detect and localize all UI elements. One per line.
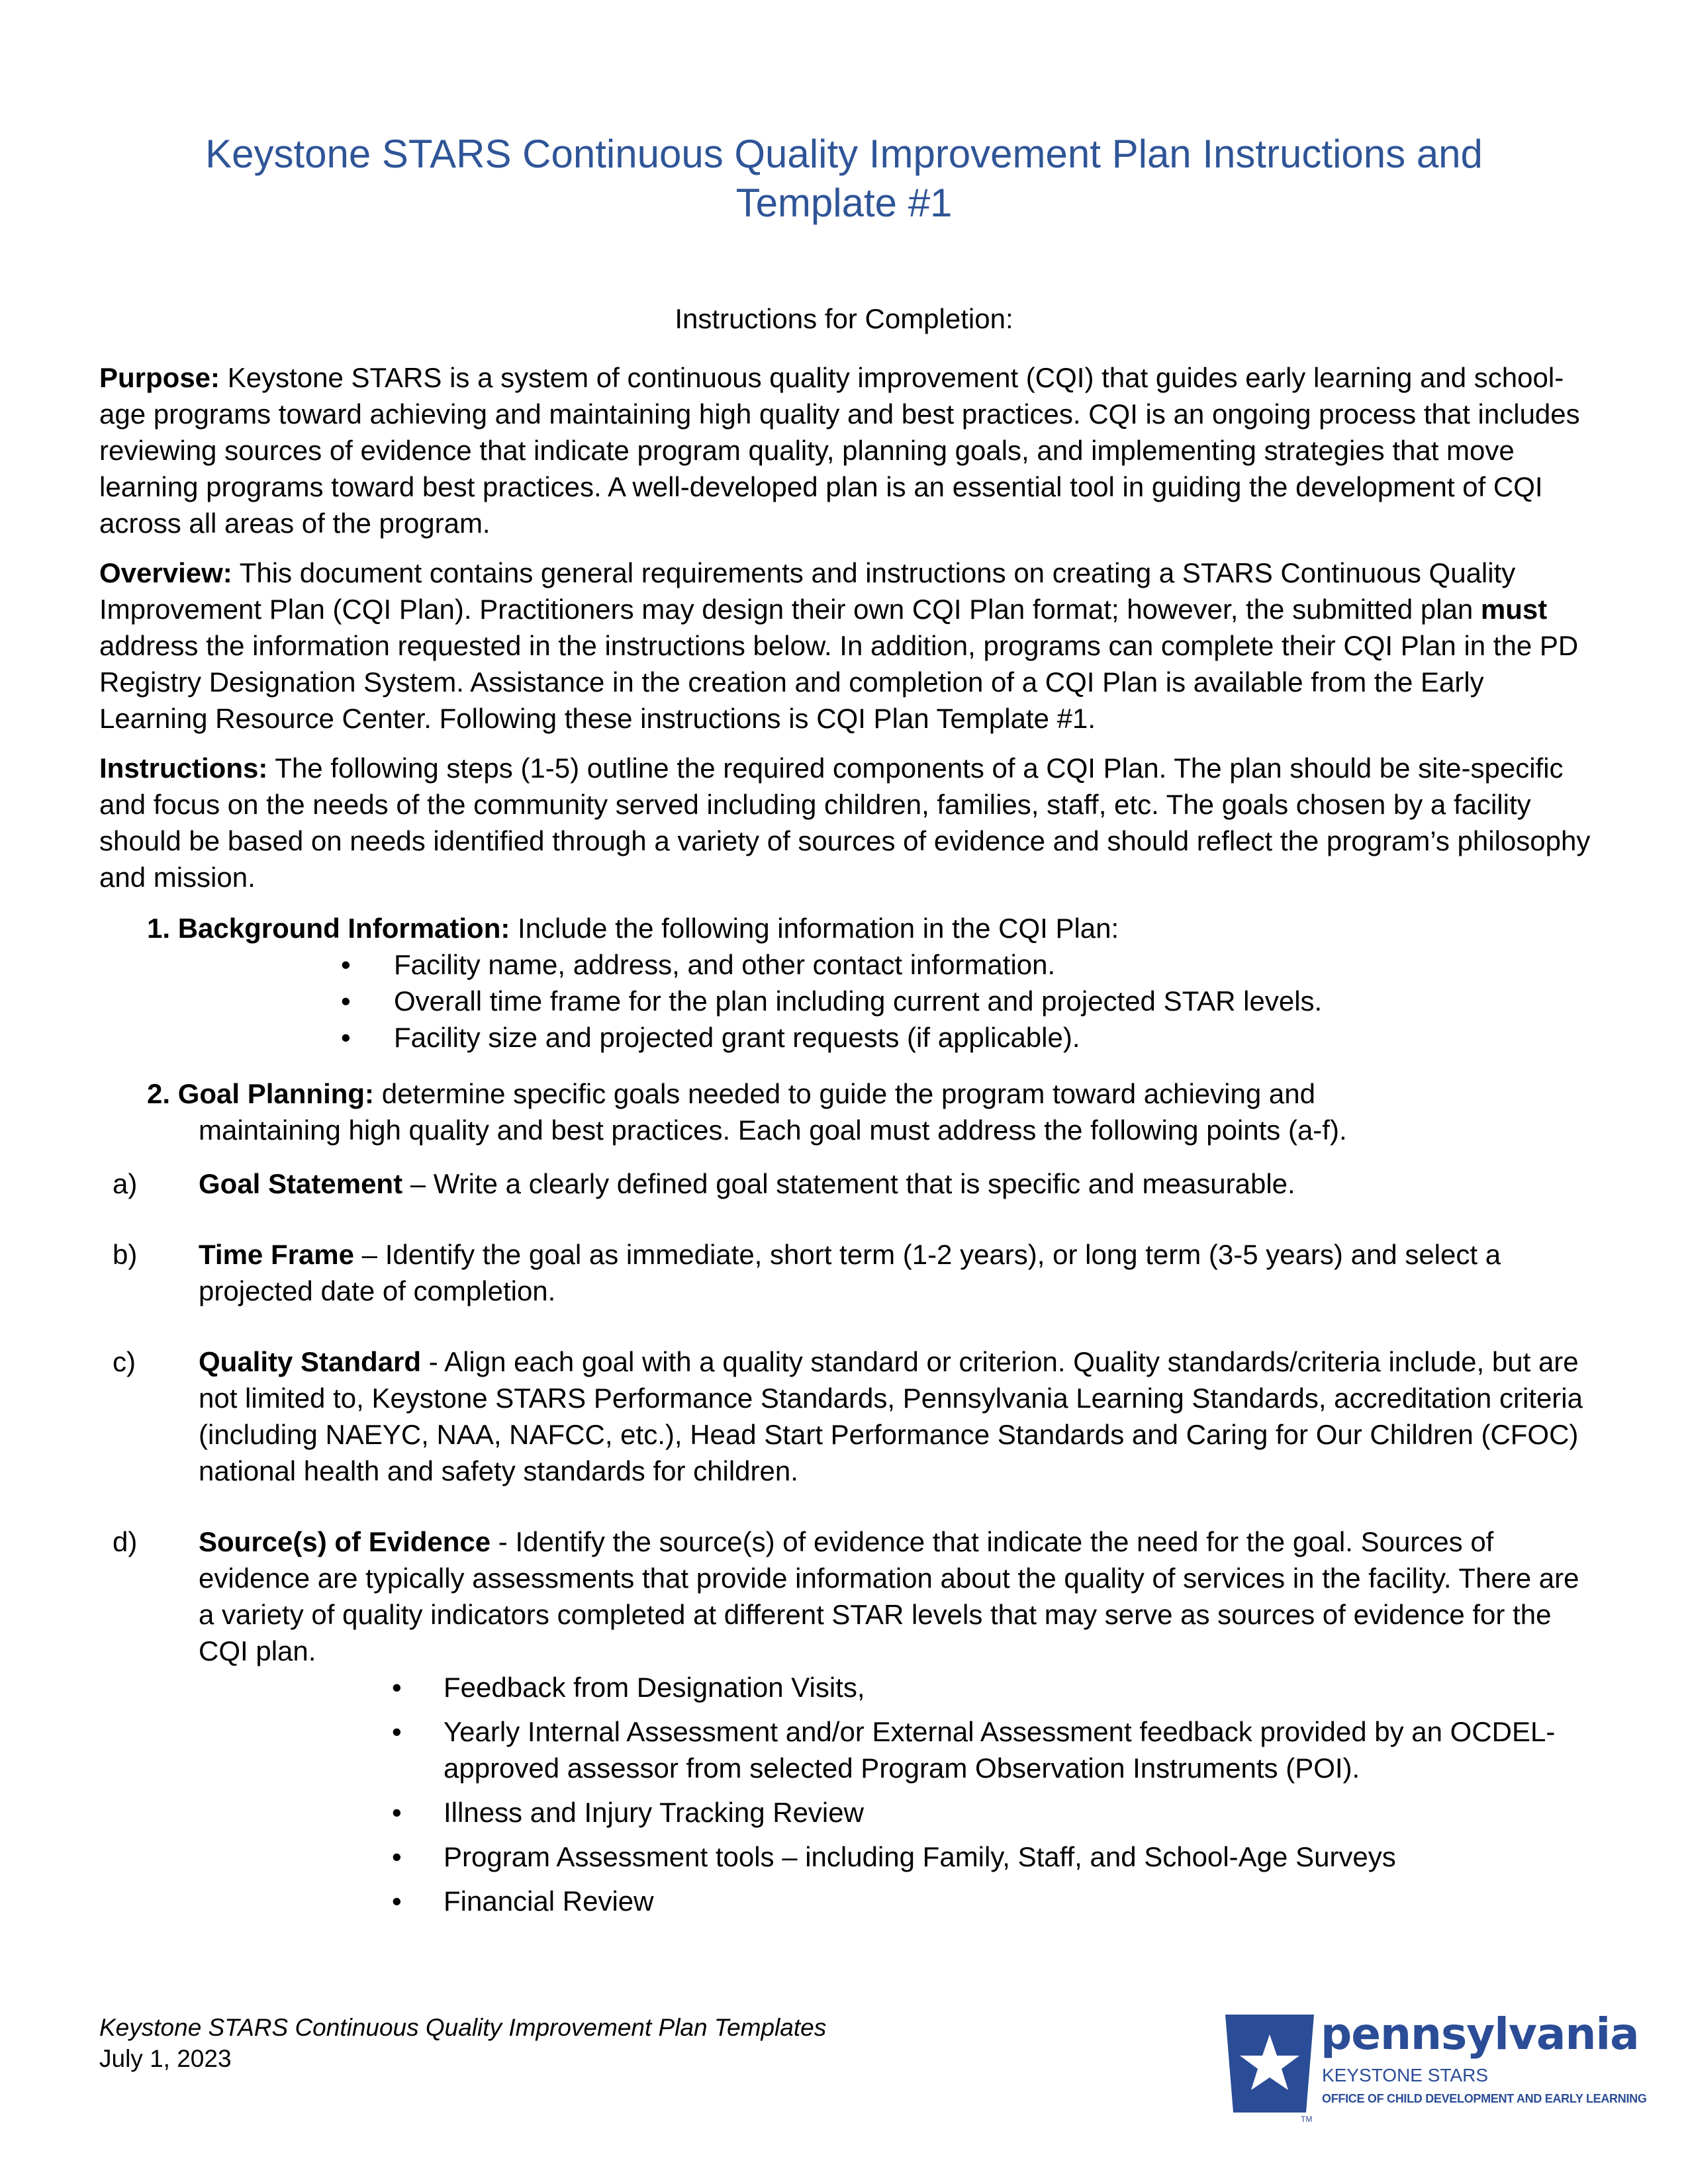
purpose-text: Keystone STARS is a system of continuous quality improvement (CQI) that guides early learning and school-age programs toward achieving and maintaining high quality and best practices. CQI is an ongoing process that includes reviewing sources of evidence that indicate program quality, planning goals, and implementing strategies that move learning programs toward best practices. A well-developed plan is an essential tool in guiding the development of CQI across all areas of the program. — [99, 362, 1580, 539]
section-2-heading — [147, 1075, 1595, 1112]
bullet-icon: • — [392, 1886, 402, 1917]
section-background-information — [99, 910, 1595, 1056]
bullet-text: Yearly Internal Assessment and/or External Assessment feedback provided by an OCDEL-approved assessor from selected Program Observation Instruments (POI). — [444, 1716, 1556, 1784]
bullet-text: Overall time frame for the plan including current and projected STAR levels. — [394, 985, 1323, 1017]
list-item — [392, 1669, 1595, 1706]
section-1-label: 1. Background Information: — [147, 913, 510, 944]
item-letter: b) — [113, 1239, 138, 1270]
item-text: - Identify the source(s) of evidence that indicate the need for the goal. Sources of evidence are typically assessments that provide information about the quality of services in the facility. There are a variety of quality indicators completed at different STAR levels that may serve as sources of evidence for the CQI plan. — [199, 1526, 1579, 1666]
item-letter: a) — [113, 1168, 138, 1199]
instructions-text: The following steps (1-5) outline the required components of a CQI Plan. The plan should be site-specific and focus on the needs of the community served including children, families, staff, etc. The goals chosen by a facility should be based on needs identified through a variety of sources of evidence and should reflect the program’s philosophy and mission. — [99, 752, 1591, 893]
item-letter: d) — [113, 1526, 138, 1557]
overview-paragraph — [99, 555, 1595, 737]
list-item — [341, 1019, 1595, 1056]
list-item — [341, 983, 1595, 1019]
document-body — [99, 359, 1595, 1927]
background-bullet-list — [99, 946, 1595, 1056]
footer-date: July 1, 2023 — [99, 2045, 232, 2072]
bullet-icon: • — [392, 1841, 402, 1872]
logo-office-name: OFFICE OF CHILD DEVELOPMENT AND EARLY LEARNING — [1322, 2092, 1647, 2105]
item-sources-of-evidence — [99, 1524, 1595, 1669]
section-1-text: Include the following information in the CQI Plan: — [510, 913, 1119, 944]
section-1-heading — [147, 910, 1595, 946]
item-text: - Align each goal with a quality standard or criterion. Quality standards/criteria include, but are not limited to, Keystone STARS Performance Standards, Pennsylvania Learning Standards, accreditation criteria (including NAEYC, NAA, NAFCC, etc.), Head Start Performance Standards and Caring for Our Children (CFOC) national health and safety standards for children. — [199, 1346, 1583, 1486]
list-item — [392, 1839, 1595, 1875]
page-footer — [99, 2012, 826, 2074]
list-item — [392, 1713, 1595, 1786]
item-time-frame — [99, 1236, 1595, 1309]
instructions-heading: Instructions for Completion: — [675, 303, 1013, 334]
bullet-icon: • — [341, 1022, 351, 1053]
section-2-continuation: maintaining high quality and best practices. Each goal must address the following points (a-f). — [199, 1115, 1347, 1146]
logo-wordmark: pennsylvania — [1321, 2009, 1639, 2060]
list-item — [392, 1794, 1595, 1831]
section-2-text-1: determine specific goals needed to guide the program toward achieving and — [374, 1078, 1315, 1109]
page-title — [99, 130, 1589, 228]
item-label: Time Frame — [199, 1239, 354, 1270]
item-quality-standard — [99, 1343, 1595, 1489]
overview-text-2: address the information requested in the instructions below. In addition, programs can complete their CQI Plan in the PD Registry Designation System. Assistance in the creation and completion of a CQI Plan is available from the Early Learning Resource Center. Following these instructions is CQI Plan Template #1. — [99, 630, 1579, 734]
list-item — [341, 946, 1595, 983]
item-label: Goal Statement — [199, 1168, 403, 1199]
bullet-icon: • — [392, 1716, 402, 1747]
item-label: Source(s) of Evidence — [199, 1526, 491, 1557]
bullet-text: Feedback from Designation Visits, — [444, 1672, 865, 1703]
purpose-label: Purpose: — [99, 362, 220, 393]
instructions-paragraph — [99, 750, 1595, 895]
section-2-label: 2. Goal Planning: — [147, 1078, 375, 1109]
bullet-text: Financial Review — [444, 1886, 654, 1917]
bullet-text: Facility size and projected grant requests (if applicable). — [394, 1022, 1080, 1053]
bullet-text: Illness and Injury Tracking Review — [444, 1797, 864, 1828]
overview-must: must — [1480, 594, 1548, 625]
keystone-star-icon — [1220, 2008, 1319, 2127]
title-line-1: Keystone STARS Continuous Quality Improvement Plan Instructions and — [205, 132, 1483, 176]
evidence-bullet-list — [99, 1669, 1595, 1919]
bullet-icon: • — [392, 1672, 402, 1703]
bullet-icon: • — [341, 949, 351, 980]
logo-program-name: KEYSTONE STARS — [1322, 2065, 1489, 2085]
item-goal-statement — [99, 1165, 1595, 1202]
list-item — [392, 1883, 1595, 1919]
instructions-label: Instructions: — [99, 752, 268, 784]
pennsylvania-keystone-stars-logo — [1220, 2008, 1647, 2127]
bullet-text: Facility name, address, and other contact information. — [394, 949, 1056, 980]
purpose-paragraph — [99, 359, 1595, 541]
item-letter: c) — [113, 1346, 136, 1377]
footer-document-title: Keystone STARS Continuous Quality Improvement Plan Templates — [99, 2014, 827, 2041]
item-text: – Identify the goal as immediate, short term (1-2 years), or long term (3-5 years) and select a projected date of completion. — [199, 1239, 1501, 1306]
section-goal-planning — [99, 1075, 1595, 1148]
trademark-mark: TM — [1301, 2115, 1313, 2124]
overview-text-1: This document contains general requirements and instructions on creating a STARS Continuous Quality Improvement Plan (CQI Plan). Practitioners may design their own CQI Plan format; however, the submitted plan — [99, 557, 1516, 625]
item-text: – Write a clearly defined goal statement that is specific and measurable. — [402, 1168, 1295, 1199]
bullet-icon: • — [392, 1797, 402, 1828]
overview-label: Overview: — [99, 557, 232, 588]
bullet-icon: • — [341, 985, 351, 1017]
title-line-2: Template #1 — [735, 181, 953, 225]
bullet-text: Program Assessment tools – including Family, Staff, and School-Age Surveys — [444, 1841, 1396, 1872]
item-label: Quality Standard — [199, 1346, 422, 1377]
